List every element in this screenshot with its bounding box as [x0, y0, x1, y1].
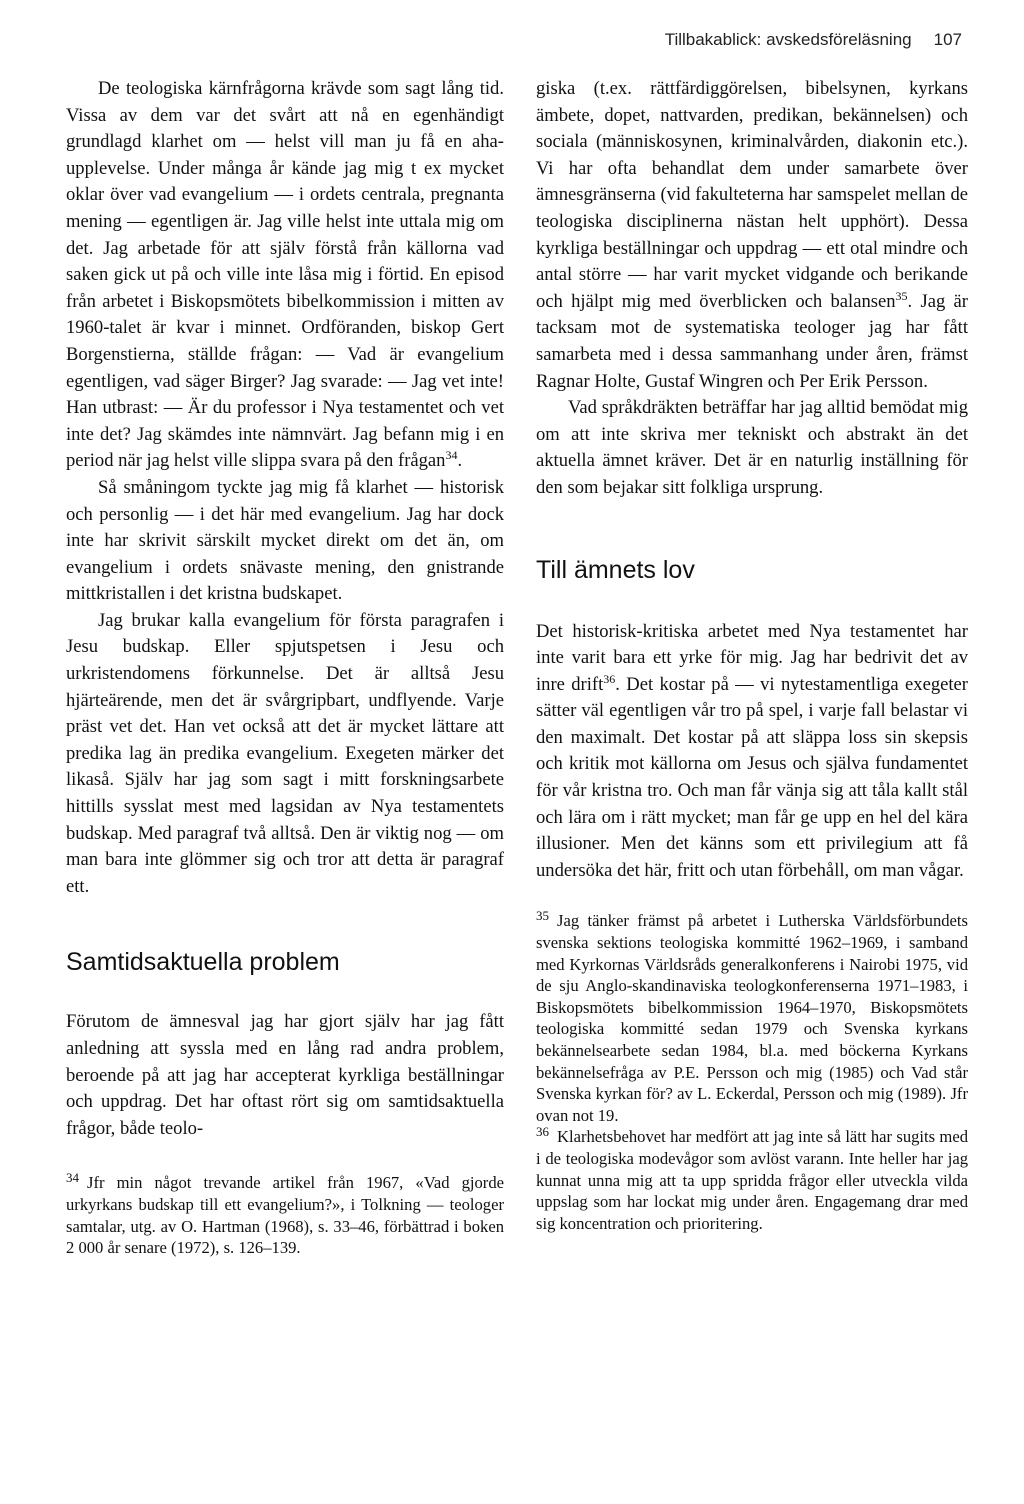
right-paragraph-3: Det historisk-kritiska arbetet med Nya testamentet har inte varit bara ett yrke för mig. Jag har bedrivit det av inre drift$^{36}$. Det kostar på — vi nytestamentliga exegeter sätter väl egentligen vår tro på spel, i varje fall belastar vi den maximalt. Det kostar på att släppa loss sin skepsis och kritik mot källorna om Jesus och själva fundamentet för vår kristna tro. Och man får vänja sig att tåla kallt stål och lära om i rätt mycket; man får ge upp en hel del kära illusioner. Men det känns som ett privilegium att få undersöka det här, fritt och utan förbehåll, om man vågar.	[536, 620, 968, 881]
left-paragraph-1: De teologiska kärnfrågorna krävde som sagt lång tid. Vissa av dem var det svårt att nå en egenhändigt grundlagd klarhet om — helst vill man ju få en aha-upplevelse. Under många år kände jag mig t ex mycket oklar över vad evangelium — i ordets centrala, pregnanta mening — egentligen är. Jag ville helst inte uttala mig om det. Jag arbetade för att själv förstå från källorna vad saken gick ut på och ville inte låsa mig i förtid. En episod från arbetet i Biskopsmötets bibelkommission i mitten av 1960-talet är kvar i minnet. Ordföranden, biskop Gert Borgenstierna, ställde frågan: — Vad är evangelium egentligen, vad säger Birger? Jag svarade: — Jag vet inte! Han utbrast: — Är du professor i Nya testamentet och vet inte det? Jag skämdes inte nämnvärt. Jag befann mig i en period när jag helst ville slippa svara på den frågan$^{34}$.	[66, 78, 504, 472]
footnote-35: $^{35}$ Jag tänker främst på arbetet i Lutherska Världsförbundets svenska sektions teologiska kommitté 1962–1969, i samband med Kyrkornas Världsråds generalkonferens i Nairobi 1975, vid de sju Anglo-skandinaviska teologkonferenserna 1971–1983, i Biskopsmötets bibelkommission 1964–1970, Biskopsmötets teologiska kommitté sedan 1979 och Svenska kyrkans bekännelsearbete sedan 1984, bl.a. med böckerna Kyrkans bekännelsefråga av P.E. Persson och mig (1985) och Vad står Svenska kyrkan för? av L. Eckerdal, Persson och mig (1989). Jfr ovan not 19.	[536, 907, 968, 1125]
right-paragraph-2: Vad språkdräkten beträffar har jag alltid bemödat mig om att inte skriva mer tekniskt och abstrakt än det aktuella ämnet kräver. Det är en naturlig inställning för den som bejakar sitt folkliga ursprung.	[536, 397, 968, 498]
footnote-ref-36[interactable]: 36	[603, 671, 616, 686]
footnote-34: $^{34}$ Jfr min något trevande artikel från 1967, «Vad gjorde urkyrkans budskap till ett evangelium?», i Tolkning — teologer samtalar, utg. av O. Hartman (1968), s. 33–46, förbättrad i boken 2 000 år senare (1972), s. 126–139.	[66, 1169, 504, 1258]
right-column	[536, 76, 968, 1234]
left-column	[66, 76, 504, 1259]
left-paragraph-2: Så småningom tyckte jag mig få klarhet — historisk och personlig — i det här med evangelium. Jag har dock inte har skrivit särskilt mycket direkt om det än, om evangelium i ordets snävaste mening, den gnistrande mittkristallen i det kristna budskapet.	[66, 476, 504, 605]
footnote-ref-34[interactable]: 34	[445, 448, 458, 463]
section-heading-till-amnets-lov: Till ämnets lov	[536, 555, 695, 584]
running-head	[665, 30, 962, 50]
right-paragraph-1: giska (t.ex. rättfärdiggörelsen, bibelsynen, kyrkans ämbete, dopet, nattvarden, predikan, bekännelsen) och sociala (människosynen, kriminalvården, diakonin etc.). Vi har ofta behandlat dem under samarbete över ämnesgränserna (vid fakulteterna har samspelet mellan de teologiska disciplinerna nästan helt upphört). Dessa kyrkliga beställningar och uppdrag — ett otal mindre och antal större — har varit mycket vidgande och berikande och hjälpt mig med överblicken och balansen$^{35}$. Jag är tacksam mot de systematiska teologer jag har fått samarbeta med i dessa sammanhang under åren, främst Ragnar Holte, Gustaf Wingren och Per Erik Persson.	[536, 78, 968, 392]
footnote-ref-35[interactable]: 35	[895, 288, 908, 303]
section-heading-samtidsaktuella: Samtidsaktuella problem	[66, 948, 340, 977]
left-paragraph-4: Förutom de ämnesval jag har gjort själv har jag fått anledning att syssla med en lång rad andra problem, beroende på att jag har accepterat kyrkliga beställningar och uppdrag. Det har oftast rört sig om samtidsaktuella frågor, både teolo-	[66, 1011, 504, 1139]
page-number: 107	[933, 30, 962, 49]
left-paragraph-3: Jag brukar kalla evangelium för första paragrafen i Jesu budskap. Eller spjutspetsen i Jesu och urkristendomens förkunnelse. Det är alltså Jesu hjärteärende, men det är svårgripbart, undflyende. Varje präst vet det. Han vet också att det är mycket lättare att predika lag än predika evangelium. Exegeten märker det likaså. Själv har jag som sagt i mitt forskningsarbete hittills sysslat mest med lagsidan av Nya testamentets budskap. Med paragraf två alltså. Den är viktig nog — om man bara inte glömmer sig och tror att detta är paragraf ett.	[66, 609, 504, 897]
running-head-title: Tillbakablick: avskedsföreläsning	[664, 30, 912, 49]
footnote-36: $^{36}$ Klarhetsbehovet har medfört att jag inte så lätt har sugits med i de teologiska modevågor som avlöst varann. Inte heller har jag kunnat unna mig att ta upp spridda frågor eller utveckla vilda uppslag som har lockat mig under åren. Engagemang drar med sig koncentration och prioritering.	[536, 1123, 968, 1233]
